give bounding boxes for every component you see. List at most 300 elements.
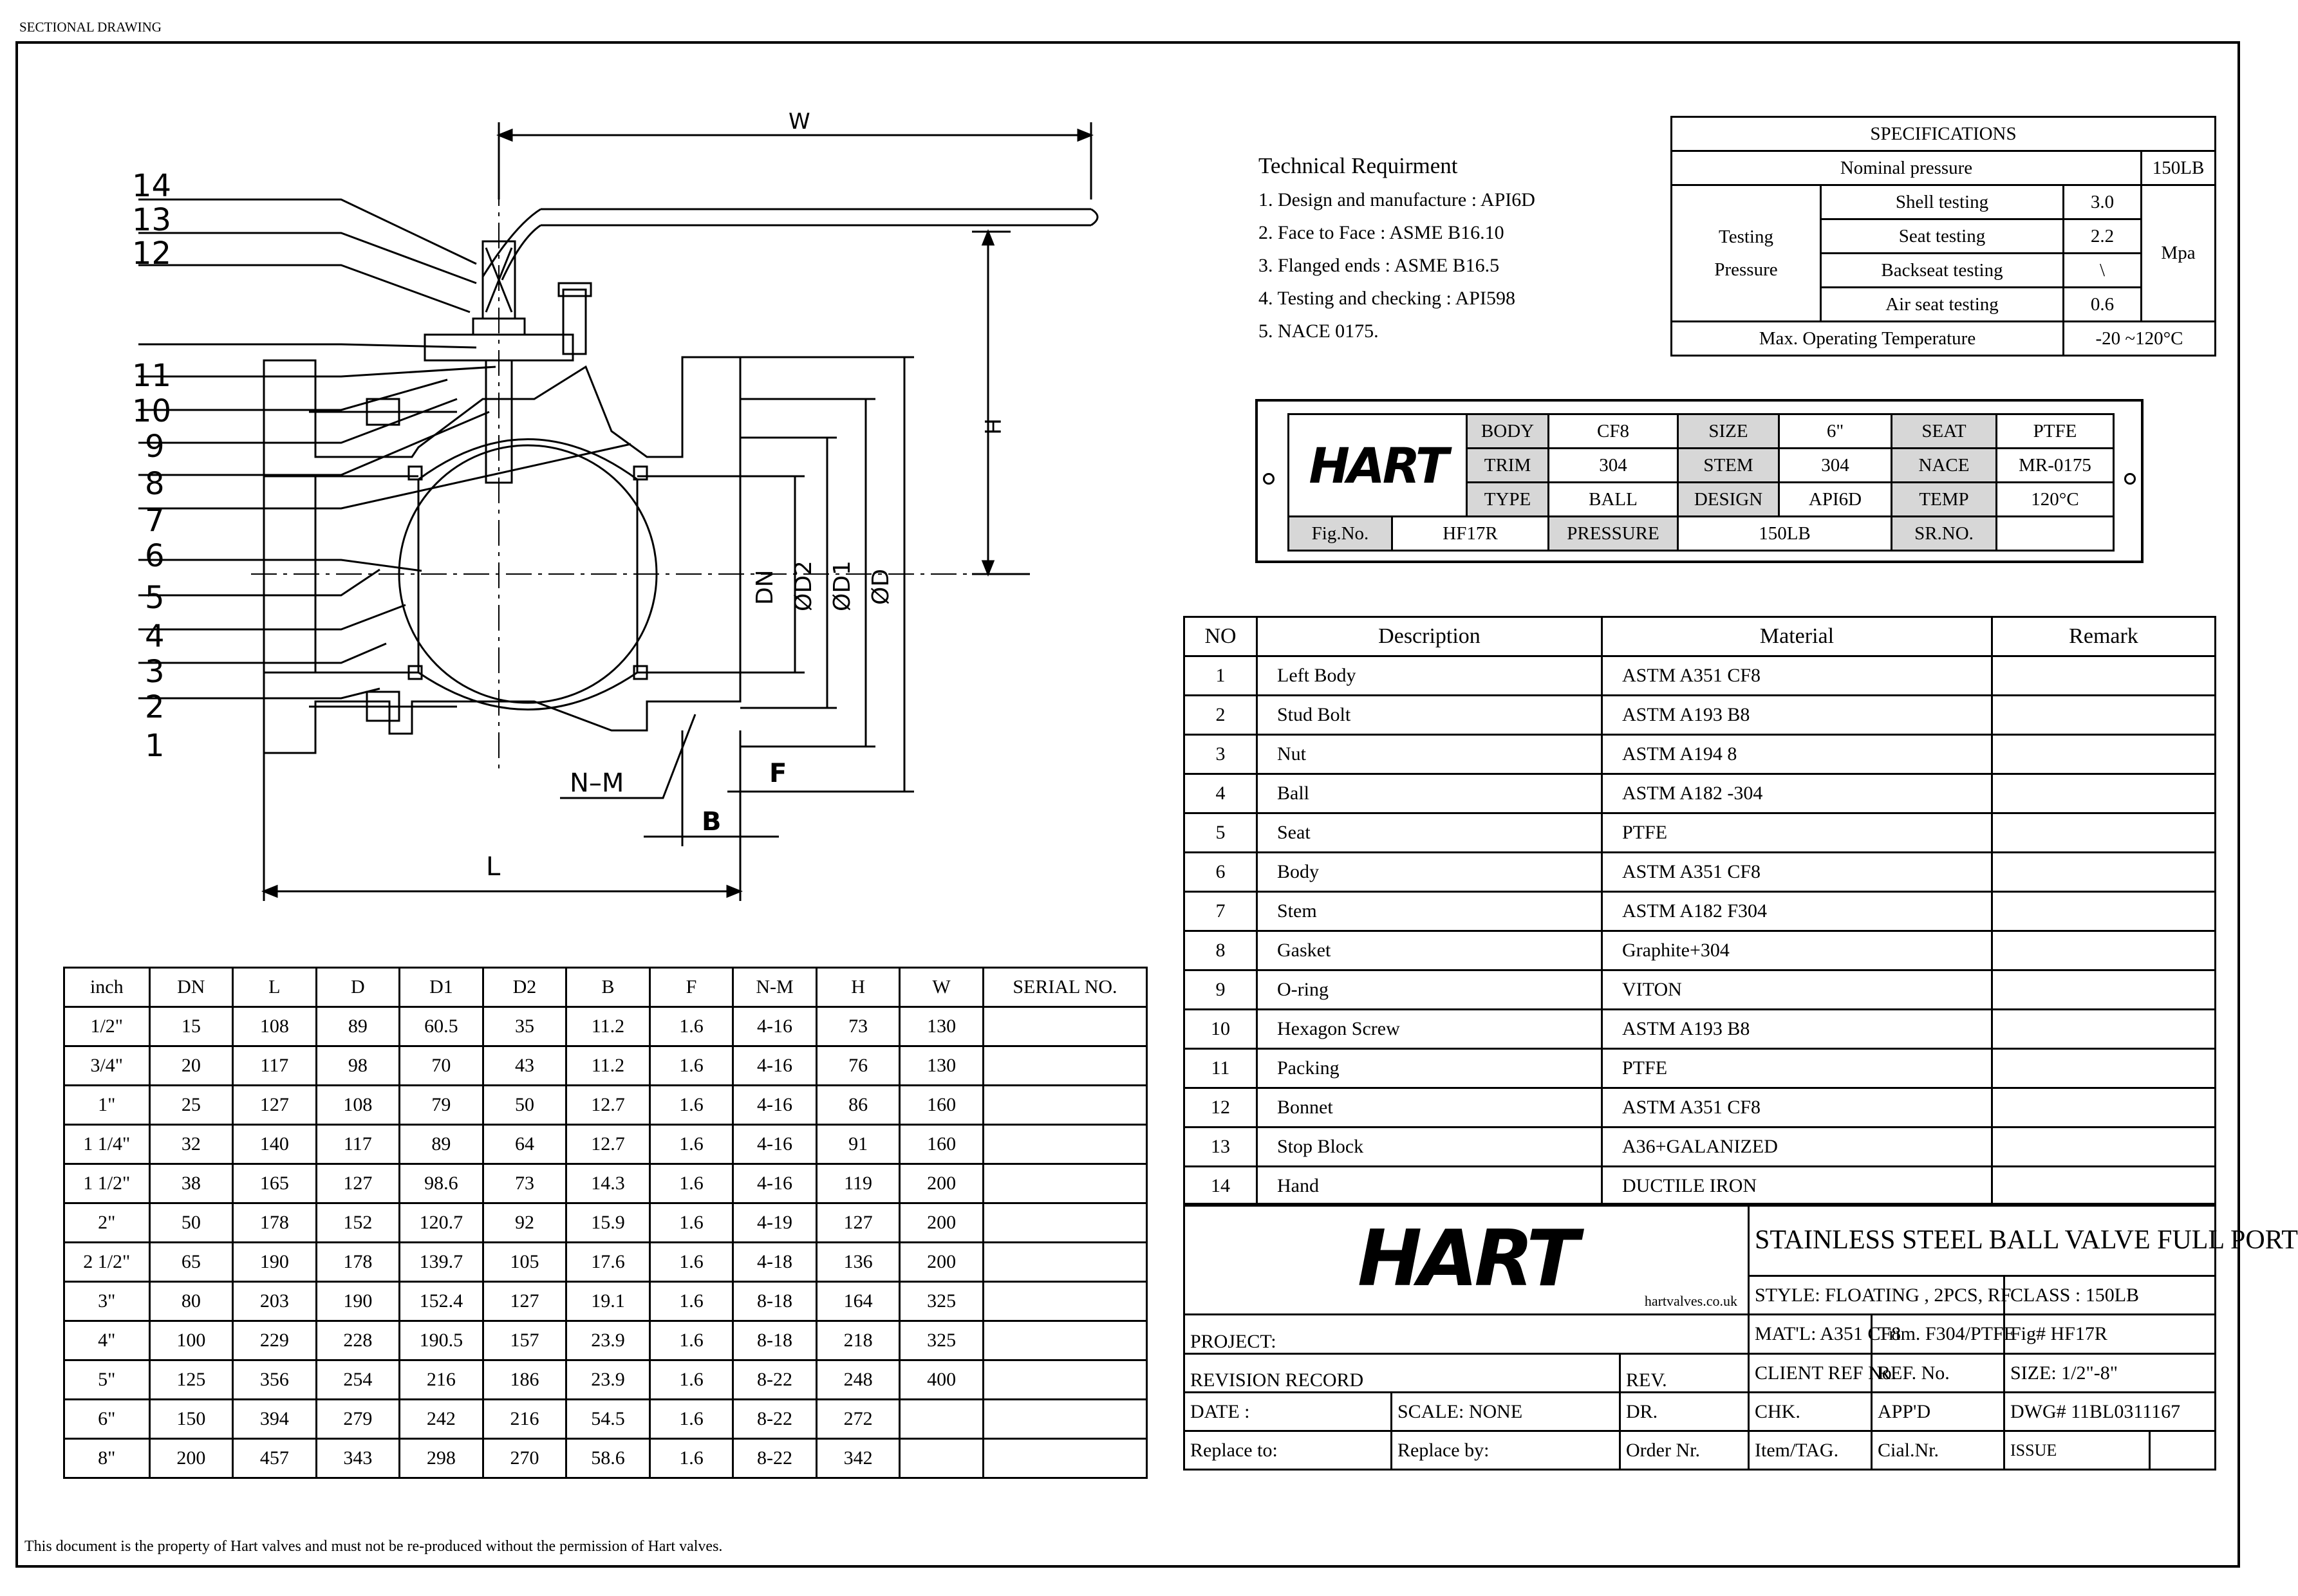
dims-cell: 1 1/2" xyxy=(64,1164,150,1203)
titleblock-replace-by: Replace by: xyxy=(1392,1431,1620,1470)
bom-remark xyxy=(1992,813,2216,853)
dims-cell xyxy=(983,1400,1146,1439)
bom-no: 10 xyxy=(1184,1010,1257,1049)
dims-cell: 4-16 xyxy=(733,1046,817,1086)
dims-cell: 1.6 xyxy=(649,1164,733,1203)
dims-cell xyxy=(900,1439,984,1478)
dims-cell: 190.5 xyxy=(400,1321,483,1360)
dims-cell: 108 xyxy=(233,1007,317,1046)
dims-cell: 279 xyxy=(316,1400,400,1439)
bom-no: 7 xyxy=(1184,892,1257,931)
dims-cell: 92 xyxy=(483,1203,566,1243)
dims-cell: 164 xyxy=(816,1282,900,1321)
bom-desc: Stem xyxy=(1257,892,1602,931)
bom-desc: Seat xyxy=(1257,813,1602,853)
bom-no: 13 xyxy=(1184,1127,1257,1167)
table-row xyxy=(1184,1010,2216,1049)
dims-cell: 86 xyxy=(816,1086,900,1125)
dims-cell: 8-22 xyxy=(733,1439,817,1478)
dims-cell: 50 xyxy=(149,1203,233,1243)
bom-remark xyxy=(1992,1088,2216,1127)
dim-f-label: F xyxy=(769,759,787,788)
titleblock-title: STAINLESS STEEL BALL VALVE FULL PORT xyxy=(1749,1204,2216,1276)
dims-cell: 20 xyxy=(149,1046,233,1086)
spec-row-label: Air seat testing xyxy=(1821,288,2064,322)
dims-cell: 12.7 xyxy=(566,1125,650,1164)
dims-cell: 190 xyxy=(233,1243,317,1282)
dims-cell: 73 xyxy=(816,1007,900,1046)
dim-d2-label: ØD2 xyxy=(790,561,817,611)
dims-cell: 25 xyxy=(149,1086,233,1125)
spec-maxtemp-value: -20 ~120°C xyxy=(2064,322,2216,356)
table-row xyxy=(64,1321,1147,1360)
table-row xyxy=(64,1164,1147,1203)
spec-row-value: 3.0 xyxy=(2064,185,2142,219)
dims-cell xyxy=(983,1439,1146,1478)
table-row xyxy=(1184,1127,2216,1167)
nameplate-hole-left xyxy=(1263,473,1275,485)
dims-cell: 120.7 xyxy=(400,1203,483,1243)
dims-cell: 298 xyxy=(400,1439,483,1478)
dims-cell: 43 xyxy=(483,1046,566,1086)
table-row xyxy=(64,1203,1147,1243)
dims-header: H xyxy=(816,968,900,1007)
dims-cell: 342 xyxy=(816,1439,900,1478)
dims-cell: 228 xyxy=(316,1321,400,1360)
bom-mat: PTFE xyxy=(1602,1049,1992,1088)
table-row xyxy=(1184,696,2216,735)
dims-cell: 127 xyxy=(816,1203,900,1243)
dims-cell: 272 xyxy=(816,1400,900,1439)
bill-of-materials-table xyxy=(1183,616,2216,1207)
dims-cell: 91 xyxy=(816,1125,900,1164)
dims-cell: 190 xyxy=(316,1282,400,1321)
table-row xyxy=(1184,1167,2216,1206)
np-stem-value: 304 xyxy=(1779,449,1892,483)
dims-cell: 8-22 xyxy=(733,1360,817,1400)
dims-cell: 1.6 xyxy=(649,1282,733,1321)
bom-desc: Hexagon Screw xyxy=(1257,1010,1602,1049)
dims-cell: 32 xyxy=(149,1125,233,1164)
dims-cell: 80 xyxy=(149,1282,233,1321)
dims-cell: 4-19 xyxy=(733,1203,817,1243)
dims-header: D2 xyxy=(483,968,566,1007)
dim-b-label: B xyxy=(702,807,722,837)
dims-cell: 1.6 xyxy=(649,1203,733,1243)
np-stem-label: STEM xyxy=(1678,449,1779,483)
dim-d-label: ØD xyxy=(868,568,894,605)
bom-remark xyxy=(1992,1049,2216,1088)
dims-cell: 1 1/4" xyxy=(64,1125,150,1164)
bom-desc: Ball xyxy=(1257,774,1602,813)
dims-cell: 3" xyxy=(64,1282,150,1321)
np-size-label: SIZE xyxy=(1678,414,1779,449)
dims-cell: 165 xyxy=(233,1164,317,1203)
dims-cell xyxy=(900,1400,984,1439)
titleblock-revision-record: REVISION RECORD xyxy=(1184,1354,1620,1393)
np-type-label: TYPE xyxy=(1467,483,1549,517)
dims-cell: 200 xyxy=(900,1243,984,1282)
titleblock-item: Item/TAG. xyxy=(1749,1431,1872,1470)
dims-cell: 125 xyxy=(149,1360,233,1400)
callout-11: 11 xyxy=(132,358,172,394)
dims-cell: 216 xyxy=(400,1360,483,1400)
dims-cell: 127 xyxy=(483,1282,566,1321)
spec-testing-label-1: Testing xyxy=(1719,226,1773,247)
dims-cell: 1.6 xyxy=(649,1360,733,1400)
dims-cell: 117 xyxy=(233,1046,317,1086)
dims-cell: 140 xyxy=(233,1125,317,1164)
spec-title: SPECIFICATIONS xyxy=(1672,117,2216,151)
dims-cell: 14.3 xyxy=(566,1164,650,1203)
table-row xyxy=(1184,774,2216,813)
bom-header-remark: Remark xyxy=(1992,617,2216,656)
callout-5: 5 xyxy=(145,580,165,616)
table-row xyxy=(1184,1049,2216,1088)
dims-cell: 89 xyxy=(400,1125,483,1164)
dims-cell: 2 1/2" xyxy=(64,1243,150,1282)
titleblock-ref-no: REF. No. xyxy=(1872,1354,2004,1393)
dims-cell: 17.6 xyxy=(566,1243,650,1282)
titleblock-issue: ISSUE xyxy=(2004,1431,2150,1470)
dim-dn-label: DN xyxy=(752,570,778,605)
callout-14: 14 xyxy=(132,168,172,204)
titleblock-issue-value xyxy=(2150,1431,2216,1470)
dims-cell: 23.9 xyxy=(566,1360,650,1400)
dims-cell: 3/4" xyxy=(64,1046,150,1086)
spec-row-label: Seat testing xyxy=(1821,219,2064,254)
dims-cell: 70 xyxy=(400,1046,483,1086)
bom-remark xyxy=(1992,970,2216,1010)
dims-cell: 1.6 xyxy=(649,1125,733,1164)
dims-cell: 1.6 xyxy=(649,1439,733,1478)
np-trim-label: TRIM xyxy=(1467,449,1549,483)
dims-cell: 160 xyxy=(900,1125,984,1164)
dims-cell: 216 xyxy=(483,1400,566,1439)
dims-cell: 248 xyxy=(816,1360,900,1400)
title-block xyxy=(1183,1203,2298,1471)
bom-remark xyxy=(1992,774,2216,813)
spec-nominal-label: Nominal pressure xyxy=(1672,151,2142,185)
np-srno-label: SR.NO. xyxy=(1892,517,1997,551)
dims-cell xyxy=(983,1125,1146,1164)
dims-cell: 1.6 xyxy=(649,1400,733,1439)
bom-mat: VITON xyxy=(1602,970,1992,1010)
dims-cell: 8-22 xyxy=(733,1400,817,1439)
bom-desc: Stop Block xyxy=(1257,1127,1602,1167)
bom-no: 11 xyxy=(1184,1049,1257,1088)
spec-row-value: 2.2 xyxy=(2064,219,2142,254)
dims-header: N-M xyxy=(733,968,817,1007)
np-size-value: 6" xyxy=(1779,414,1892,449)
bom-remark xyxy=(1992,656,2216,696)
table-row xyxy=(64,1046,1147,1086)
callout-7: 7 xyxy=(145,503,165,539)
dims-cell: 150 xyxy=(149,1400,233,1439)
dims-cell: 136 xyxy=(816,1243,900,1282)
dims-cell: 4-18 xyxy=(733,1243,817,1282)
bom-mat: ASTM A194 8 xyxy=(1602,735,1992,774)
callout-10: 10 xyxy=(132,393,172,429)
dims-cell: 35 xyxy=(483,1007,566,1046)
np-fig-value: HF17R xyxy=(1392,517,1549,551)
dims-cell xyxy=(983,1321,1146,1360)
bom-no: 5 xyxy=(1184,813,1257,853)
dim-w-label: W xyxy=(789,109,810,135)
dims-header: F xyxy=(649,968,733,1007)
dims-cell: 1.6 xyxy=(649,1086,733,1125)
spec-maxtemp-label: Max. Operating Temperature xyxy=(1672,322,2064,356)
dims-cell: 65 xyxy=(149,1243,233,1282)
callout-2: 2 xyxy=(145,689,165,725)
np-srno-value xyxy=(1997,517,2114,551)
np-temp-value: 120°C xyxy=(1997,483,2114,517)
np-temp-label: TEMP xyxy=(1892,483,1997,517)
table-row xyxy=(64,1086,1147,1125)
dims-cell: 152.4 xyxy=(400,1282,483,1321)
titleblock-client-ref: CLIENT REF No. xyxy=(1749,1354,1872,1393)
titleblock-date: DATE : xyxy=(1184,1393,1392,1431)
spec-row-value: \ xyxy=(2064,254,2142,288)
bom-mat: Graphite+304 xyxy=(1602,931,1992,970)
dim-l-label: L xyxy=(486,852,501,882)
bom-remark xyxy=(1992,853,2216,892)
bom-desc: Body xyxy=(1257,853,1602,892)
bom-desc: Bonnet xyxy=(1257,1088,1602,1127)
dims-cell: 5" xyxy=(64,1360,150,1400)
callout-9: 9 xyxy=(145,429,165,465)
dims-cell: 130 xyxy=(900,1007,984,1046)
dims-header: L xyxy=(233,968,317,1007)
titleblock-chk: CHK. xyxy=(1749,1393,1872,1431)
dims-cell: 178 xyxy=(316,1243,400,1282)
technical-requirements xyxy=(1258,148,1670,348)
dims-cell: 270 xyxy=(483,1439,566,1478)
bom-remark xyxy=(1992,1010,2216,1049)
dims-cell: 1.6 xyxy=(649,1243,733,1282)
titleblock-appd: APP'D xyxy=(1872,1393,2004,1431)
dims-cell: 4-16 xyxy=(733,1125,817,1164)
table-row xyxy=(1184,970,2216,1010)
dims-header-row xyxy=(64,968,1147,1007)
np-body-value: CF8 xyxy=(1549,414,1678,449)
dims-cell: 1" xyxy=(64,1086,150,1125)
table-row xyxy=(1184,853,2216,892)
table-row xyxy=(1184,735,2216,774)
table-row xyxy=(64,1400,1147,1439)
hart-logo-text: HART xyxy=(1357,1214,1576,1304)
dims-cell: 139.7 xyxy=(400,1243,483,1282)
dims-cell xyxy=(983,1203,1146,1243)
dims-cell: 1.6 xyxy=(649,1321,733,1360)
bom-no: 3 xyxy=(1184,735,1257,774)
dims-header: D xyxy=(316,968,400,1007)
dims-cell: 64 xyxy=(483,1125,566,1164)
footer-notice: This document is the property of Hart valves and must not be re-produced without the permission of Hart valves. xyxy=(24,1538,723,1555)
dims-cell: 186 xyxy=(483,1360,566,1400)
spec-row-label: Backseat testing xyxy=(1821,254,2064,288)
spec-testing-label xyxy=(1672,185,1821,322)
titleblock-order: Order Nr. xyxy=(1620,1431,1749,1470)
dims-cell: 160 xyxy=(900,1086,984,1125)
titleblock-class: CLASS : 150LB xyxy=(2004,1276,2216,1315)
spec-row-label: Shell testing xyxy=(1821,185,2064,219)
dims-cell: 98.6 xyxy=(400,1164,483,1203)
dims-cell: 19.1 xyxy=(566,1282,650,1321)
titleblock-logo-cell xyxy=(1184,1204,1749,1315)
dims-cell: 6" xyxy=(64,1400,150,1439)
spec-unit: Mpa xyxy=(2142,185,2216,322)
bom-no: 6 xyxy=(1184,853,1257,892)
np-nace-value: MR-0175 xyxy=(1997,449,2114,483)
sheet-header-label: SECTIONAL DRAWING xyxy=(19,19,162,35)
bom-no: 8 xyxy=(1184,931,1257,970)
tech-item: 3. Flanged ends : ASME B16.5 xyxy=(1258,255,1500,276)
dims-cell xyxy=(983,1046,1146,1086)
dims-cell: 152 xyxy=(316,1203,400,1243)
bom-header-no: NO xyxy=(1184,617,1257,656)
dims-cell: 15 xyxy=(149,1007,233,1046)
dims-cell xyxy=(983,1282,1146,1321)
callout-12: 12 xyxy=(132,236,172,272)
tech-item: 5. NACE 0175. xyxy=(1258,320,1379,342)
table-row xyxy=(64,1439,1147,1478)
dims-header: B xyxy=(566,968,650,1007)
dims-header: DN xyxy=(149,968,233,1007)
bom-mat: ASTM A193 B8 xyxy=(1602,696,1992,735)
dims-cell: 119 xyxy=(816,1164,900,1203)
titleblock-cial: Cial.Nr. xyxy=(1872,1431,2004,1470)
dims-cell: 11.2 xyxy=(566,1007,650,1046)
tech-item: 1. Design and manufacture : API6D xyxy=(1258,189,1535,210)
dims-cell: 60.5 xyxy=(400,1007,483,1046)
dims-cell: 200 xyxy=(900,1203,984,1243)
dims-cell xyxy=(983,1007,1146,1046)
dims-cell: 23.9 xyxy=(566,1321,650,1360)
dims-cell: 127 xyxy=(233,1086,317,1125)
bom-no: 4 xyxy=(1184,774,1257,813)
bom-mat: ASTM A351 CF8 xyxy=(1602,853,1992,892)
np-design-value: API6D xyxy=(1779,483,1892,517)
dims-cell: 178 xyxy=(233,1203,317,1243)
dims-cell: 1/2" xyxy=(64,1007,150,1046)
dims-cell: 400 xyxy=(900,1360,984,1400)
dimensions-table xyxy=(63,967,1148,1479)
dims-header: SERIAL NO. xyxy=(983,968,1146,1007)
dims-cell: 50 xyxy=(483,1086,566,1125)
dims-header: inch xyxy=(64,968,150,1007)
dims-cell: 76 xyxy=(816,1046,900,1086)
bom-remark xyxy=(1992,696,2216,735)
bom-no: 1 xyxy=(1184,656,1257,696)
table-row xyxy=(64,1243,1147,1282)
titleblock-size: SIZE: 1/2"-8" xyxy=(2004,1354,2216,1393)
dims-cell: 11.2 xyxy=(566,1046,650,1086)
titleblock-dwg: DWG# 11BL0311167 xyxy=(2004,1393,2216,1431)
bom-desc: Hand xyxy=(1257,1167,1602,1206)
bom-no: 2 xyxy=(1184,696,1257,735)
table-row xyxy=(64,1125,1147,1164)
dims-cell xyxy=(983,1086,1146,1125)
dim-nm-label: N–M xyxy=(570,768,624,798)
dim-h-label: H xyxy=(979,418,1005,435)
dims-cell: 58.6 xyxy=(566,1439,650,1478)
dims-cell: 4-16 xyxy=(733,1086,817,1125)
bom-desc: Nut xyxy=(1257,735,1602,774)
titleblock-website: hartvalves.co.uk xyxy=(1644,1293,1737,1309)
np-type-value: BALL xyxy=(1549,483,1678,517)
titleblock-style: STYLE: FLOATING , 2PCS, RF xyxy=(1749,1276,2004,1315)
dims-cell: 100 xyxy=(149,1321,233,1360)
dims-cell: 15.9 xyxy=(566,1203,650,1243)
dims-cell: 1.6 xyxy=(649,1007,733,1046)
dims-cell: 105 xyxy=(483,1243,566,1282)
bom-desc: Left Body xyxy=(1257,656,1602,696)
dims-cell: 343 xyxy=(316,1439,400,1478)
dims-cell: 254 xyxy=(316,1360,400,1400)
titleblock-dr: DR. xyxy=(1620,1393,1749,1431)
bom-no: 14 xyxy=(1184,1167,1257,1206)
table-row xyxy=(1184,1088,2216,1127)
bom-no: 9 xyxy=(1184,970,1257,1010)
titleblock-fig: Fig# HF17R xyxy=(2004,1315,2216,1354)
tech-title: Technical Requirment xyxy=(1258,153,1458,178)
dims-cell: 203 xyxy=(233,1282,317,1321)
bom-header-mat: Material xyxy=(1602,617,1992,656)
spec-row-value: 0.6 xyxy=(2064,288,2142,322)
np-trim-value: 304 xyxy=(1549,449,1678,483)
dims-cell: 130 xyxy=(900,1046,984,1086)
dims-cell: 8-18 xyxy=(733,1282,817,1321)
bom-desc: O-ring xyxy=(1257,970,1602,1010)
bom-remark xyxy=(1992,1127,2216,1167)
dims-cell: 8-18 xyxy=(733,1321,817,1360)
bom-mat: A36+GALANIZED xyxy=(1602,1127,1992,1167)
np-nace-label: NACE xyxy=(1892,449,1997,483)
np-pressure-value: 150LB xyxy=(1678,517,1892,551)
spec-nominal-value: 150LB xyxy=(2142,151,2216,185)
bom-mat: ASTM A182 -304 xyxy=(1602,774,1992,813)
tech-item: 4. Testing and checking : API598 xyxy=(1258,288,1515,309)
np-seat-value: PTFE xyxy=(1997,414,2114,449)
callout-4: 4 xyxy=(145,618,165,654)
dims-header: W xyxy=(900,968,984,1007)
titleblock-scale: SCALE: NONE xyxy=(1392,1393,1620,1431)
np-fig-label: Fig.No. xyxy=(1289,517,1392,551)
dims-cell: 229 xyxy=(233,1321,317,1360)
sectional-drawing xyxy=(97,97,1062,927)
table-row xyxy=(1184,813,2216,853)
table-row xyxy=(64,1007,1147,1046)
spec-testing-label-2: Pressure xyxy=(1714,259,1778,280)
bom-remark xyxy=(1992,1167,2216,1206)
dims-cell: 218 xyxy=(816,1321,900,1360)
nameplate-hole-right xyxy=(2124,473,2136,485)
bom-desc: Stud Bolt xyxy=(1257,696,1602,735)
dims-cell: 4-16 xyxy=(733,1164,817,1203)
dims-cell: 200 xyxy=(900,1164,984,1203)
titleblock-matl: MAT'L: A351 CF8 xyxy=(1749,1315,1872,1354)
dims-cell: 457 xyxy=(233,1439,317,1478)
specifications-table xyxy=(1670,116,2216,357)
bom-remark xyxy=(1992,931,2216,970)
hart-logo-text: HART xyxy=(1309,436,1446,494)
tech-item: 2. Face to Face : ASME B16.10 xyxy=(1258,222,1504,243)
dims-cell: 79 xyxy=(400,1086,483,1125)
dims-cell: 38 xyxy=(149,1164,233,1203)
bom-mat: PTFE xyxy=(1602,813,1992,853)
dims-cell: 127 xyxy=(316,1164,400,1203)
